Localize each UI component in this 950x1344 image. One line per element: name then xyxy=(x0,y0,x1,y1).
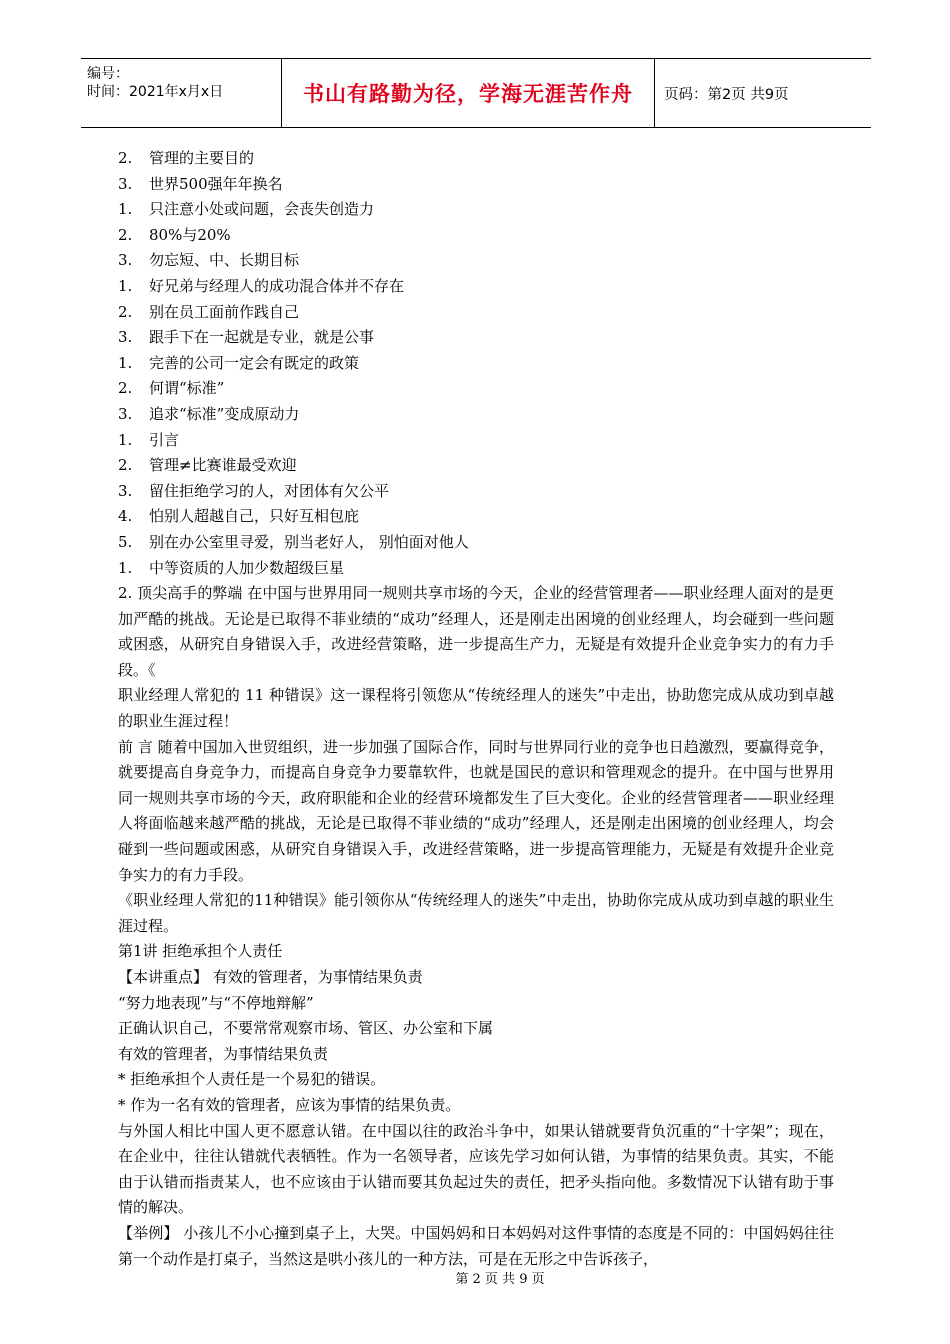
list-number: 3. xyxy=(118,481,133,500)
list-item xyxy=(118,172,834,198)
list-item xyxy=(118,146,834,172)
list-text: 世界500强年年换名 xyxy=(149,174,283,193)
list-text: 别在员工面前作践自己 xyxy=(149,302,300,321)
page-header xyxy=(81,58,871,128)
list-text: 何谓“标准” xyxy=(149,379,225,398)
header-page-cell xyxy=(654,59,871,127)
list-text: 完善的公司一定会有既定的政策 xyxy=(149,353,360,372)
paragraph-line: 正确认识自己，不要常常观察市场、管区、办公室和下属 xyxy=(118,1019,494,1038)
list-item xyxy=(118,248,834,274)
list-number: 2. xyxy=(118,456,133,475)
list-number: 1. xyxy=(118,558,133,577)
paragraph-course-intro: 职业经理人常犯的 11 种错误》这一课程将引领您从“传统经理人的迷失”中走出，协助您完成从成功到卓越的职业生涯过程！ xyxy=(118,686,834,731)
paragraph-example: 【举例】 小孩儿不小心撞到桌子上，大哭。中国妈妈和日本妈妈对这件事情的态度是不同的：中国妈妈往往第一个动作是打桌子，当然这是哄小孩儿的一种方法，可是在无形之中告诉孩子， xyxy=(118,1223,834,1268)
paragraph-line: “努力地表现”与“不停地辩解” xyxy=(118,993,314,1012)
lecture-title: 第1讲 拒绝承担个人责任 xyxy=(118,942,283,961)
list-item xyxy=(118,274,834,300)
list-text: 管理≠比赛谁最受欢迎 xyxy=(149,456,297,475)
document-body xyxy=(118,146,834,1272)
list-text: 别在办公室里寻爱，别当老好人， 别怕面对他人 xyxy=(149,532,469,551)
list-text: 管理的主要目的 xyxy=(149,149,255,167)
list-number: 4. xyxy=(118,507,133,526)
paragraph-admit-mistakes: 与外国人相比中国人更不愿意认错。在中国以往的政治斗争中，如果认错就要背负沉重的“十字架”；现在，在企业中，往往认错就代表牺牲。作为一名领导者，应该先学习如何认错，为事情的结果负责。其实，不能由于认错而指责某人，也不应该由于认错而要其负起过失的责任，把矛头指向他。多数情况下认错有助于事情的解决。 xyxy=(118,1121,834,1217)
list-item xyxy=(118,556,834,582)
lecture-key-point: 【本讲重点】 有效的管理者，为事情结果负责 xyxy=(118,968,423,986)
list-item xyxy=(118,479,834,505)
list-number: 2. xyxy=(118,149,133,167)
list-text: 勿忘短、中、长期目标 xyxy=(149,251,300,270)
list-text: 80%与20% xyxy=(149,225,231,244)
document-time-label: 时间：2021年x月x日 xyxy=(87,84,224,100)
list-item xyxy=(118,428,834,454)
list-number: 1. xyxy=(118,353,133,372)
list-item xyxy=(118,300,834,326)
list-number: 3. xyxy=(118,404,133,423)
list-text: 只注意小处或问题，会丧失创造力 xyxy=(149,200,375,219)
list-number: 1. xyxy=(118,430,133,449)
list-text: 好兄弟与经理人的成功混合体并不存在 xyxy=(149,276,405,295)
list-number: 2. xyxy=(118,225,133,244)
list-text: 引言 xyxy=(149,430,180,449)
list-text: 中等资质的人加少数超级巨星 xyxy=(149,558,345,577)
list-item xyxy=(118,530,834,556)
list-item xyxy=(118,351,834,377)
paragraph-intro: 2. 顶尖高手的弊端 在中国与世界用同一规则共享市场的今天，企业的经营管理者——职业经理人面对的是更加严酷的挑战。无论是已取得不菲业绩的“成功”经理人，还是刚走出困境的创业经理人，均会碰到一些问题或困惑，从研究自身错误入手，改进经营策略，进一步提高生产力，无疑是有效提升企业竞争实力的有力手段。《 xyxy=(118,584,834,679)
paragraph-preface: 前 言 随着中国加入世贸组织，进一步加强了国际合作，同时与世界同行业的竞争也日趋激烈，要赢得竞争，就要提高自身竞争力，而提高自身竞争力要靠软件，也就是国民的意识和管理观念的提升。在中国与世界用同一规则共享市场的今天，政府职能和企业的经营环境都发生了巨大变化。企业的经营管理者——职业经理人将面临越来越严酷的挑战，无论是已取得不菲业绩的“成功”经理人，还是刚走出困境的创业经理人，均会碰到一些问题或困惑，从研究自身错误入手，改进经营策略，进一步提高管理能力，无疑是有效提升企业竞争实力的有力手段。 xyxy=(118,737,834,884)
list-text: 留住拒绝学习的人，对团体有欠公平 xyxy=(149,481,390,500)
list-number: 2. xyxy=(118,302,133,321)
bullet-line: * 拒绝承担个人责任是一个易犯的错误。 xyxy=(118,1070,386,1089)
list-item xyxy=(118,223,834,249)
list-item xyxy=(118,504,834,530)
list-number: 3. xyxy=(118,251,133,270)
list-text: 跟手下在一起就是专业，就是公事 xyxy=(149,328,375,347)
list-number: 1. xyxy=(118,276,133,295)
paragraph-line: 有效的管理者，为事情结果负责 xyxy=(118,1044,329,1063)
list-number: 5. xyxy=(118,532,133,551)
list-text: 追求“标准”变成原动力 xyxy=(149,404,300,423)
list-item xyxy=(118,197,834,223)
list-item xyxy=(118,402,834,428)
list-item xyxy=(118,453,834,479)
paragraph-course-summary: 《职业经理人常犯的11种错误》能引领你从“传统经理人的迷失”中走出，协助你完成从成功到卓越的职业生涯过程。 xyxy=(118,891,834,935)
list-number: 3. xyxy=(118,328,133,347)
page-footer: 第 2 页 共 9 页 xyxy=(455,1272,545,1287)
header-motto: 书山有路勤为径，学海无涯苦作舟 xyxy=(303,82,633,106)
list-number: 1. xyxy=(118,200,133,219)
list-number: 2. xyxy=(118,379,133,398)
list-text: 怕别人超越自己，只好互相包庇 xyxy=(149,507,360,526)
header-page-code: 页码：第2页 共9页 xyxy=(664,86,789,103)
document-number-label: 编号： xyxy=(87,66,129,82)
list-item xyxy=(118,376,834,402)
bullet-line: * 作为一名有效的管理者，应该为事情的结果负责。 xyxy=(118,1095,461,1114)
list-item xyxy=(118,325,834,351)
list-number: 3. xyxy=(118,174,133,193)
header-info-cell xyxy=(81,59,281,127)
header-motto-cell xyxy=(281,59,655,127)
